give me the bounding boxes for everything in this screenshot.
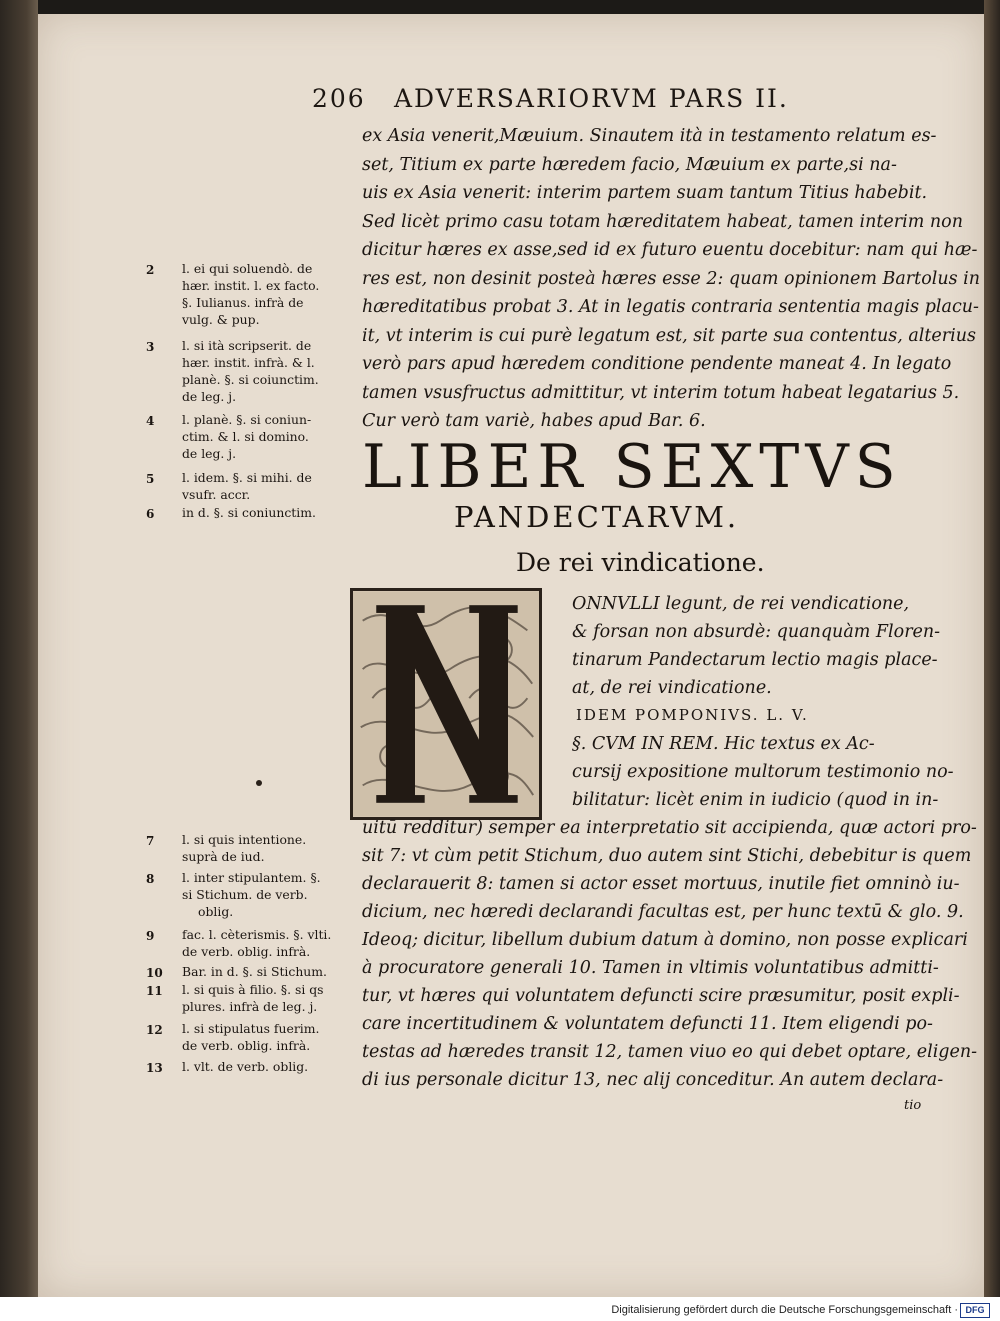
body-line: Ideoq; dicitur, libellum dubium datum à domino, non posse explicari <box>362 930 968 950</box>
note-line: l. vlt. de verb. oblig. <box>182 1059 309 1074</box>
note-marker: 11 <box>146 984 163 998</box>
body-line: Cur verò tam variè, habes apud Bar. 6. <box>362 411 706 431</box>
note-line: §. Iulianus. infrà de <box>182 295 304 310</box>
note-line: suprà de iud. <box>182 849 265 864</box>
note-line: Bar. in d. §. si Stichum. <box>182 964 327 979</box>
body-line: ONNVLLI legunt, de rei vendicatione, <box>572 594 910 614</box>
body-line: uis ex Asia venerit: interim partem suam tantum Titius habebit. <box>362 183 928 203</box>
note-marker: 13 <box>146 1061 163 1075</box>
note-line: oblig. <box>198 904 234 919</box>
footer-credit: Digitalisierung gefördert durch die Deutsche Forschungsgemeinschaft · <box>611 1304 958 1316</box>
note-line: de leg. j. <box>182 389 237 404</box>
body-line: hæreditatibus probat 3. At in legatis contraria sententia magis placu- <box>362 297 979 317</box>
note-line: de verb. oblig. infrà. <box>182 944 311 959</box>
book-title: LIBER SEXTVS <box>362 432 902 502</box>
section-title: De rei vindicatione. <box>516 548 765 577</box>
note-line: fac. l. cèterismis. §. vlti. <box>182 927 332 942</box>
note-line: l. si stipulatus fuerim. <box>182 1021 320 1036</box>
body-line: set, Titium ex parte hæredem facio, Mæuium ex parte,si na- <box>362 155 897 175</box>
body-line: Sed licèt primo casu totam hæreditatem habeat, tamen interim non <box>362 212 963 232</box>
note-marker: 6 <box>146 507 155 521</box>
dfg-logo: DFG <box>960 1303 990 1318</box>
note-line: in d. §. si coniunctim. <box>182 505 316 520</box>
body-line: & forsan non absurdè: quanquàm Floren- <box>572 622 941 642</box>
initial-ornament-graphic <box>353 591 539 817</box>
catchword: tio <box>904 1098 922 1113</box>
body-line: à procuratore generali 10. Tamen in vltimis voluntatibus admitti- <box>362 958 939 978</box>
body-line: bilitatur: licèt enim in iudicio (quod in in- <box>572 790 939 810</box>
book-subtitle: PANDECTARVM. <box>454 500 740 534</box>
note-line: l. si quis à filio. §. si qs <box>182 982 324 997</box>
page-number: 206 <box>312 84 366 113</box>
body-line: ex Asia venerit,Mæuium. Sinautem ità in testamento relatum es- <box>362 126 937 146</box>
note-marker: 4 <box>146 414 155 428</box>
body-line: §. CVM IN REM. Hic textus ex Ac- <box>572 734 875 754</box>
body-line: dicitur hæres ex asse,sed id ex futuro euentu docebitur: nam qui hæ- <box>362 240 978 260</box>
running-head <box>312 84 932 113</box>
note-line: hær. instit. infrà. & l. <box>182 355 315 370</box>
note-marker: 10 <box>146 966 163 980</box>
body-line: cursij expositione multorum testimonio no- <box>572 762 954 782</box>
note-line: l. si ità scripserit. de <box>182 338 312 353</box>
note-line: l. planè. §. si coniun- <box>182 412 312 427</box>
decorated-initial-n <box>350 588 542 820</box>
body-line: IDEM POMPONIVS. L. V. <box>576 706 809 724</box>
body-line: care incertitudinem & voluntatem defuncti 11. Item eligendi po- <box>362 1014 933 1034</box>
note-line: de leg. j. <box>182 446 237 461</box>
note-line: l. ei qui soluendò. de <box>182 261 313 276</box>
note-line: ctim. & l. si domino. <box>182 429 309 444</box>
body-line: verò pars apud hæredem conditione pendente maneat 4. In legato <box>362 354 952 374</box>
note-marker: 3 <box>146 340 155 354</box>
note-line: l. si quis intentione. <box>182 832 307 847</box>
body-line: at, de rei vindicatione. <box>572 678 772 698</box>
body-line: sit 7: vt cùm petit Stichum, duo autem sint Stichi, debebitur is quem <box>362 846 972 866</box>
note-marker: 7 <box>146 834 155 848</box>
note-line: vulg. & pup. <box>182 312 260 327</box>
note-marker: 2 <box>146 263 155 277</box>
running-title: ADVERSARIORVM PARS II. <box>394 84 789 113</box>
ink-dot <box>256 780 262 786</box>
body-line: di ius personale dicitur 13, nec alij conceditur. An autem declara- <box>362 1070 944 1090</box>
book-edge-left <box>0 0 38 1297</box>
note-line: vsufr. accr. <box>182 487 251 502</box>
note-line: l. idem. §. si mihi. de <box>182 470 312 485</box>
note-line: de verb. oblig. infrà. <box>182 1038 311 1053</box>
body-line: uitū redditur) semper ea interpretatio sit accipienda, quæ actori pro- <box>362 818 977 838</box>
note-line: si Stichum. de verb. <box>182 887 308 902</box>
note-line: hær. instit. l. ex facto. <box>182 278 320 293</box>
note-line: l. inter stipulantem. §. <box>182 870 321 885</box>
body-line: tinarum Pandectarum lectio magis place- <box>572 650 938 670</box>
body-line: res est, non desinit posteà hæres esse 2: quam opinionem Bartolus in <box>362 269 981 289</box>
note-line: planè. §. si coiunctim. <box>182 372 319 387</box>
body-line: tamen vsusfructus admittitur, vt interim totum habeat legatarius 5. <box>362 383 960 403</box>
note-marker: 12 <box>146 1023 163 1037</box>
note-marker: 5 <box>146 472 155 486</box>
note-marker: 9 <box>146 929 155 943</box>
note-line: plures. infrà de leg. j. <box>182 999 318 1014</box>
body-line: declarauerit 8: tamen si actor esset mortuus, inutile fiet omninò iu- <box>362 874 960 894</box>
body-line: testas ad hæredes transit 12, tamen viuo eo qui debet optare, eligen- <box>362 1042 978 1062</box>
body-line: it, vt interim is cui purè legatum est, sit parte sua contentus, alterius <box>362 326 976 346</box>
body-line: tur, vt hæres qui voluntatem defuncti scire præsumitur, posit expli- <box>362 986 960 1006</box>
body-line: dicium, nec hæredi declarandi facultas est, per hunc textū & glo. 9. <box>362 902 964 922</box>
note-marker: 8 <box>146 872 155 886</box>
